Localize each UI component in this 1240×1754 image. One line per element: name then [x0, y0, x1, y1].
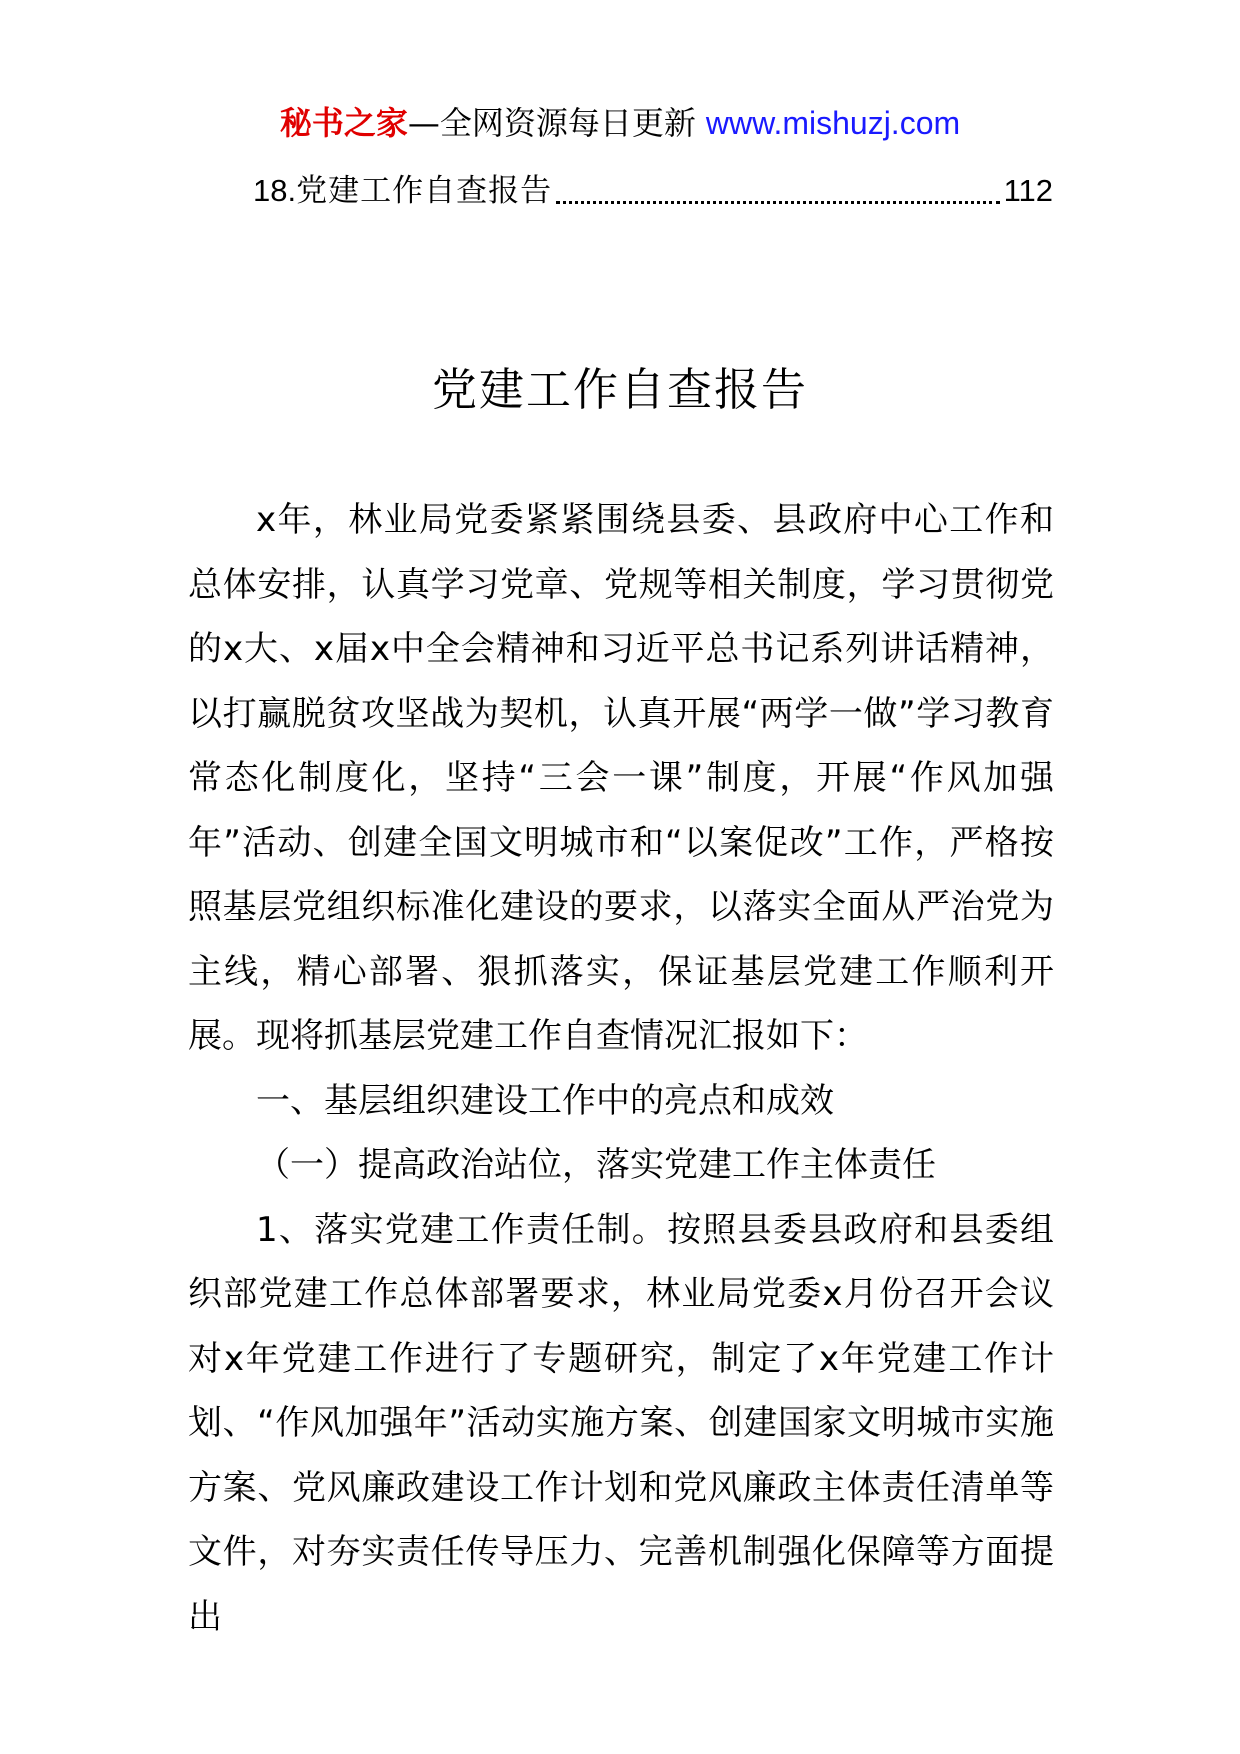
- section-heading: 一、基层组织建设工作中的亮点和成效: [256, 1080, 834, 1121]
- document-title: 党建工作自查报告: [431, 363, 808, 416]
- subsection-heading: （一）提高政治站位，落实党建工作主体责任: [256, 1145, 936, 1185]
- body-paragraph: 1、落实党建工作责任制。按照县委县政府和县委组织部党建工作总体部署要求，林业局党委x月份召开会议对x年党建工作进行了专题研究，制定了x年党建工作计划、“作风加强年”活动实施方案、创建国家文明城市实施方案、党风廉政建设工作计划和党风廉政主体责任清单等文件，对夯实责任传导压力、完善机制强化保障等方面提出: [188, 1209, 1054, 1637]
- toc-entry-number: 18.: [253, 173, 297, 208]
- brand-name: 秘书之家: [279, 104, 408, 142]
- site-header: [0, 102, 1240, 144]
- toc-dot-leader: [556, 200, 999, 204]
- toc-entry-title: 党建工作自查报告: [296, 173, 553, 209]
- toc-entry-page-number: 112: [1003, 173, 1053, 208]
- header-tagline: 全网资源每日更新: [439, 104, 696, 142]
- intro-paragraph: x年，林业局党委紧紧围绕县委、县政府中心工作和总体安排，认真学习党章、党规等相关制度，学习贯彻党的x大、x届x中全会精神和习近平总书记系列讲话精神，以打赢脱贫攻坚战为契机，认真开展“两学一做”学习教育常态化制度化，坚持“三会一课”制度，开展“作风加强年”活动、创建全国文明城市和“以案促改”工作，严格按照基层党组织标准化建设的要求，以落实全面从严治党为主线，精心部署、狠抓落实，保证基层党建工作顺利开展。现将抓基层党建工作自查情况汇报如下：: [188, 500, 1054, 1056]
- toc-entry[interactable]: [253, 170, 1053, 212]
- site-url-link[interactable]: www.mishuzj.com: [705, 105, 961, 141]
- document-body: [188, 488, 1054, 1649]
- header-dash: —: [407, 104, 440, 142]
